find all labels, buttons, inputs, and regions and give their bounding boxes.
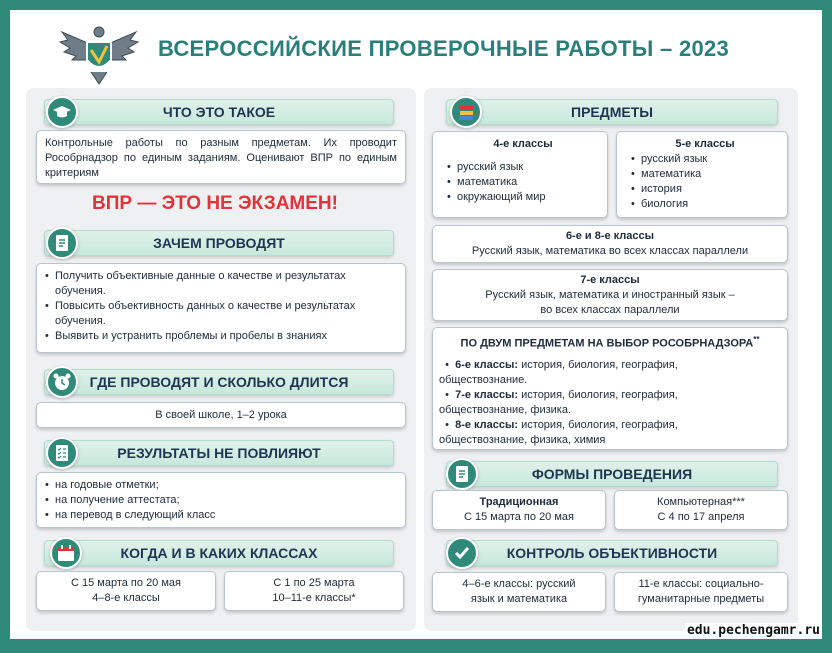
forms-heading (446, 461, 778, 487)
grade5-title: 5-е классы (675, 138, 735, 150)
list-item: • история (631, 182, 779, 197)
grade7-line1: Русский язык, математика и иностранный язык – (485, 289, 735, 301)
when-card-right (224, 571, 404, 611)
where-heading-label: ГДЕ ПРОВОДЯТ И СКОЛЬКО ДЛИТСЯ (89, 374, 349, 390)
subjects-heading (446, 99, 778, 125)
choice-grade: 6-е классы: (455, 358, 519, 371)
choice-text: история, биология, география, (518, 388, 678, 401)
choice-title-text: ПО ДВУМ ПРЕДМЕТАМ НА ВЫБОР РОСОБРНАДЗОРА (460, 337, 754, 350)
grade4-card (432, 131, 608, 218)
choice-item-8: • 8-е классы: история, биология, география, (439, 418, 678, 431)
forms-computer-title: Компьютерная*** (657, 496, 745, 508)
choice-text: история, биология, география, (518, 358, 678, 371)
choice-grade: 7-е классы: (455, 388, 519, 401)
checkmark-icon (446, 537, 478, 569)
grade7-card (432, 269, 788, 321)
why-list (45, 269, 397, 344)
choice-item-7: • 7-е классы: история, биология, география, (439, 388, 678, 401)
grade7-title: 7-е классы (580, 274, 640, 286)
list-item: • на получение аттестата; (45, 493, 397, 508)
where-heading (44, 369, 394, 395)
list-item: • Выявить и устранить проблемы и пробелы в знаниях (45, 329, 397, 344)
forms-traditional-card (432, 490, 606, 530)
grade5-list (631, 152, 779, 212)
choice-cont: обществознание, физика. (439, 403, 572, 416)
control-left-line2: язык и математика (470, 593, 568, 605)
results-list (45, 478, 397, 523)
control-right-line2: гуманитарные предметы (637, 593, 765, 605)
when-heading-label: КОГДА И В КАКИХ КЛАССАХ (120, 545, 318, 561)
choice-title (439, 332, 781, 352)
control-left-line1: 4–6-е классы: русский (462, 578, 576, 590)
frame-top (0, 0, 832, 10)
choice-title-mark: ** (753, 335, 760, 344)
choice-item-6: • 6-е классы: история, биология, география, (439, 358, 678, 371)
when-left-dates: С 15 марта по 20 мая (71, 577, 181, 589)
forms-traditional-title: Традиционная (479, 496, 559, 508)
choice-card (432, 327, 788, 450)
eagle-emblem-logo (58, 18, 140, 88)
list-item: • Получить объективные данные о качестве и результатах обучения. (45, 269, 397, 299)
where-text: В своей школе, 1–2 урока (155, 409, 287, 421)
forms-traditional-dates: С 15 марта по 20 мая (464, 511, 574, 523)
grade68-title: 6-е и 8-е классы (565, 230, 655, 242)
why-card (36, 263, 406, 353)
results-card (36, 472, 406, 528)
control-left-card (432, 572, 606, 612)
subjects-heading-label: ПРЕДМЕТЫ (571, 104, 653, 120)
when-left-grades: 4–8-е классы (92, 592, 160, 604)
list-item: • на перевод в следующий класс (45, 508, 397, 523)
results-heading (44, 440, 394, 466)
frame-right (822, 0, 832, 653)
grade68-card (432, 225, 788, 263)
list-item: • математика (447, 175, 599, 190)
forms-heading-label: ФОРМЫ ПРОВЕДЕНИЯ (531, 466, 693, 482)
page-title: ВСЕРОССИЙСКИЕ ПРОВЕРОЧНЫЕ РАБОТЫ – 2023 (158, 36, 730, 61)
not-exam-banner: ВПР — ЭТО НЕ ЭКЗАМЕН! (92, 193, 338, 214)
grade4-title: 4-е классы (493, 138, 553, 150)
control-right-card (614, 572, 788, 612)
why-heading-label: ЗАЧЕМ ПРОВОДЯТ (153, 235, 285, 251)
what-card (36, 130, 406, 184)
when-right-dates: С 1 по 25 марта (273, 577, 355, 589)
what-heading (44, 99, 394, 125)
what-text: Контрольные работы по разным предметам. Их проводит Рособрнадзор по единым заданиям. Оценивают ВПР по единым критериям (45, 137, 397, 179)
forms-computer-dates: С 4 по 17 апреля (657, 511, 745, 523)
graduation-cap-icon (46, 96, 78, 128)
what-heading-label: ЧТО ЭТО ТАКОЕ (162, 104, 276, 120)
calendar-icon (50, 537, 82, 569)
frame-bottom (0, 639, 832, 653)
when-heading (44, 540, 394, 566)
control-right-line1: 11-е классы: социально- (638, 578, 764, 590)
books-icon (450, 96, 482, 128)
list-item: • русский язык (447, 160, 599, 175)
document-icon (446, 458, 478, 490)
forms-computer-card (614, 490, 788, 530)
choice-text: история, биология, география, (518, 418, 678, 431)
list-item: • биология (631, 197, 779, 212)
grade68-text: Русский язык, математика во всех классах параллели (471, 245, 749, 257)
alarm-clock-icon (46, 366, 78, 398)
choice-grade: 8-е классы: (455, 418, 519, 431)
why-heading (44, 230, 394, 256)
list-item: • Повысить объективность данных о качестве и результатах обучения. (45, 299, 397, 329)
control-heading (446, 540, 778, 566)
list-item: • математика (631, 167, 779, 182)
results-heading-label: РЕЗУЛЬТАТЫ НЕ ПОВЛИЯЮТ (117, 445, 321, 461)
when-right-grades: 10–11-е классы* (272, 592, 356, 604)
grade5-card (616, 131, 788, 218)
frame-left (0, 0, 10, 653)
watermark: edu.pechengamr.ru (686, 623, 820, 638)
list-item: • русский язык (631, 152, 779, 167)
when-card-left (36, 571, 216, 611)
where-card (36, 402, 406, 428)
list-item: • окружающий мир (447, 190, 599, 205)
list-item: • на годовые отметки; (45, 478, 397, 493)
grade7-line2: во всех классах параллели (540, 304, 680, 316)
choice-cont: обществознание, физика, химия (439, 433, 606, 446)
checklist-icon (46, 437, 78, 469)
grade4-list (447, 160, 599, 205)
document-icon (46, 227, 78, 259)
choice-cont: обществознание. (439, 373, 528, 386)
control-heading-label: КОНТРОЛЬ ОБЪЕКТИВНОСТИ (506, 545, 718, 561)
